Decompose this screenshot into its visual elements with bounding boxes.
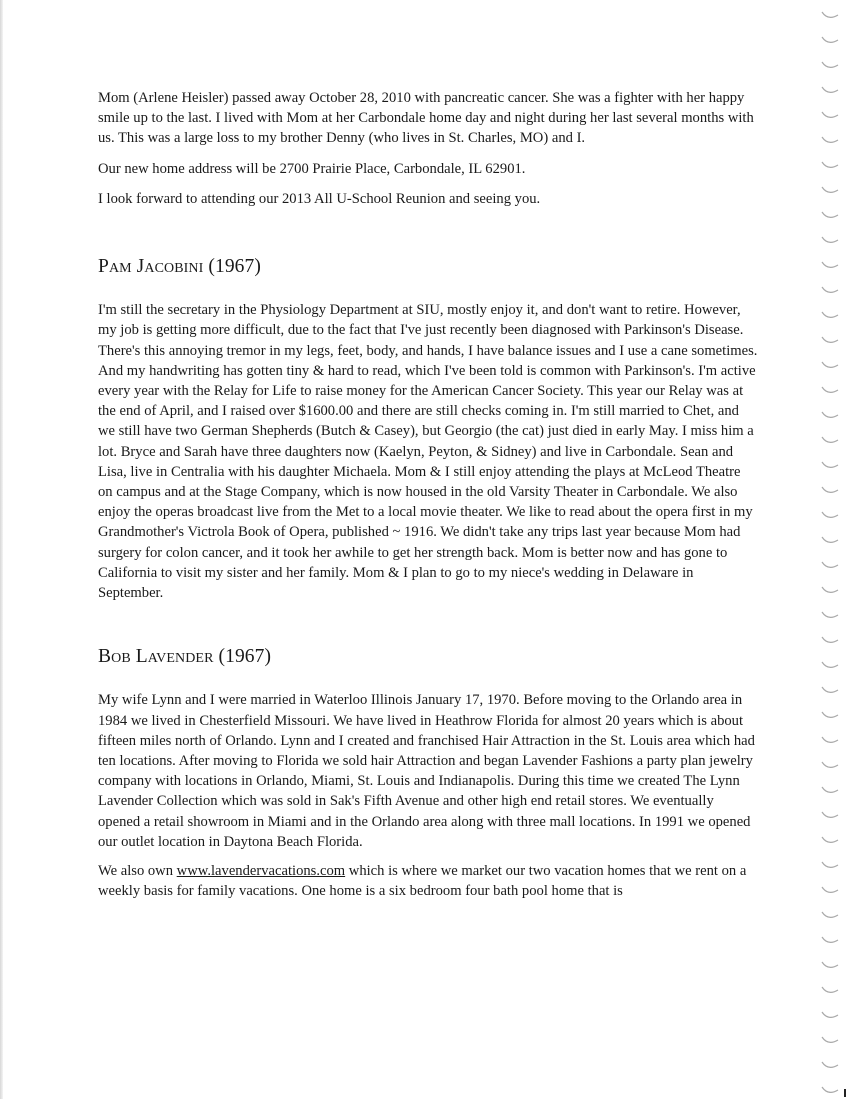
binding-ring <box>822 1037 838 1042</box>
binding-ring <box>822 962 838 967</box>
binding-ring <box>822 337 838 342</box>
binding-ring <box>822 287 838 292</box>
scan-left-edge <box>0 0 3 1099</box>
binding-ring <box>822 362 838 367</box>
binding-ring <box>822 1062 838 1067</box>
binding-ring <box>822 887 838 892</box>
binding-ring <box>822 712 838 717</box>
binding-ring <box>822 312 838 317</box>
binding-ring <box>822 437 838 442</box>
binding-ring <box>822 62 838 67</box>
binding-ring <box>822 1087 838 1092</box>
intro-paragraph-address: Our new home address will be 2700 Prairie Place, Carbondale, IL 62901. <box>98 160 526 177</box>
binding-ring <box>822 1012 838 1017</box>
binding-ring <box>822 112 838 117</box>
binding-ring <box>822 737 838 742</box>
binding-ring <box>822 837 838 842</box>
binding-ring <box>822 762 838 767</box>
intro-paragraph-reunion: I look forward to attending our 2013 All U-School Reunion and seeing you. <box>98 190 541 207</box>
corner-mark <box>844 1089 846 1097</box>
binding-ring <box>822 12 838 17</box>
binding-ring <box>822 87 838 92</box>
binding-ring <box>822 487 838 492</box>
binding-ring <box>822 787 838 792</box>
binding-ring <box>822 862 838 867</box>
binding-ring <box>822 262 838 267</box>
lavender-vacations-link[interactable]: www.lavendervacations.com <box>176 863 346 880</box>
binding-ring <box>822 412 838 417</box>
binding-ring <box>822 512 838 517</box>
section-heading-bob-lavender: Bob Lavender (1967) <box>98 646 272 668</box>
section-heading-pam-jacobini: Pam Jacobini (1967) <box>98 256 261 278</box>
binding-ring <box>822 937 838 942</box>
binding-ring <box>822 462 838 467</box>
spiral-binding <box>818 8 844 1093</box>
binding-ring <box>822 212 838 217</box>
bob-lavender-paragraph-2 <box>98 861 758 901</box>
binding-ring <box>822 687 838 692</box>
bob-lavender-paragraph-2-prefix: We also own <box>98 863 177 880</box>
binding-ring <box>822 237 838 242</box>
binding-ring <box>822 812 838 817</box>
bob-lavender-paragraph-2-suffix: which is where we market our two vacation homes that we rent on a weekly basis for family vacations. One home is a six bedroom four bath pool home that is <box>98 863 747 900</box>
binding-ring <box>822 612 838 617</box>
binding-ring <box>822 187 838 192</box>
binding-ring <box>822 537 838 542</box>
binding-ring <box>822 637 838 642</box>
binding-ring <box>822 137 838 142</box>
bob-lavender-paragraph-1: My wife Lynn and I were married in Waterloo Illinois January 17, 1970. Before moving to the Orlando area in 1984 we lived in Chesterfield Missouri. We have lived in Heathrow Florida for almost 20 years which is about fifteen miles north of Orlando. Lynn and I created and franchised Hair Attraction in the St. Louis area which had ten locations. After moving to Florida we sold hair Attraction and began Lavender Fashions a party plan jewelry company with locations in Orlando, Miami, St. Louis and Indianapolis. During this time we created The Lynn Lavender Collection which was sold in Sak's Fifth Avenue and other high end retail stores. We eventually opened a retail showroom in Miami and in the Orlando area along with three mall locations. In 1991 we opened our outlet location in Daytona Beach Florida. <box>98 692 755 850</box>
binding-ring <box>822 987 838 992</box>
page-content <box>98 88 758 912</box>
binding-ring <box>822 37 838 42</box>
intro-paragraph-mom: Mom (Arlene Heisler) passed away October 28, 2010 with pancreatic cancer. She was a fighter with her happy smile up to the last. I lived with Mom at her Carbondale home day and night during her last several months with us. This was a large loss to my brother Denny (who lives in St. Charles, MO) and I. <box>98 90 754 147</box>
binding-ring <box>822 912 838 917</box>
binding-rings <box>818 8 844 1093</box>
binding-ring <box>822 562 838 567</box>
binding-ring <box>822 162 838 167</box>
binding-ring <box>822 387 838 392</box>
binding-ring <box>822 587 838 592</box>
pam-jacobini-paragraph: I'm still the secretary in the Physiology Department at SIU, mostly enjoy it, and don't want to retire. However, my job is getting more difficult, due to the fact that I've just recently been diagnosed with Parkinson's Disease. There's this annoying tremor in my legs, feet, body, and hands, I have balance issues and I use a cane sometimes. And my handwriting has gotten tiny & hard to read, which I've been told is common with Parkinson's. I'm active every year with the Relay for Life to raise money for the American Cancer Society. This year our Relay was at the end of April, and I raised over $1600.00 and there are still checks coming in. I'm still married to Chet, and we still have two German Shepherds (Butch & Casey), but Georgio (the cat) just died in early May. I miss him a lot. Bryce and Sarah have three daughters now (Kaelyn, Peyton, & Sidney) and live in Carbondale. Sean and Lisa, live in Centralia with his daughter Michaela. Mom & I still enjoy attending the plays at McLeod Theatre on campus and at the Stage Company, which is now housed in the old Varsity Theater in Carbondale. We also enjoy the operas broadcast live from the Met to a local movie theater. We like to read about the opera first in my Grandmother's Victrola Book of Opera, published ~ 1916. We didn't take any trips last year because Mom had surgery for colon cancer, and it took her awhile to get her strength back. Mom is better now and has gone to California to visit my sister and her family. Mom & I plan to go to my niece's wedding in Delaware in September. <box>98 302 758 602</box>
binding-ring <box>822 662 838 667</box>
